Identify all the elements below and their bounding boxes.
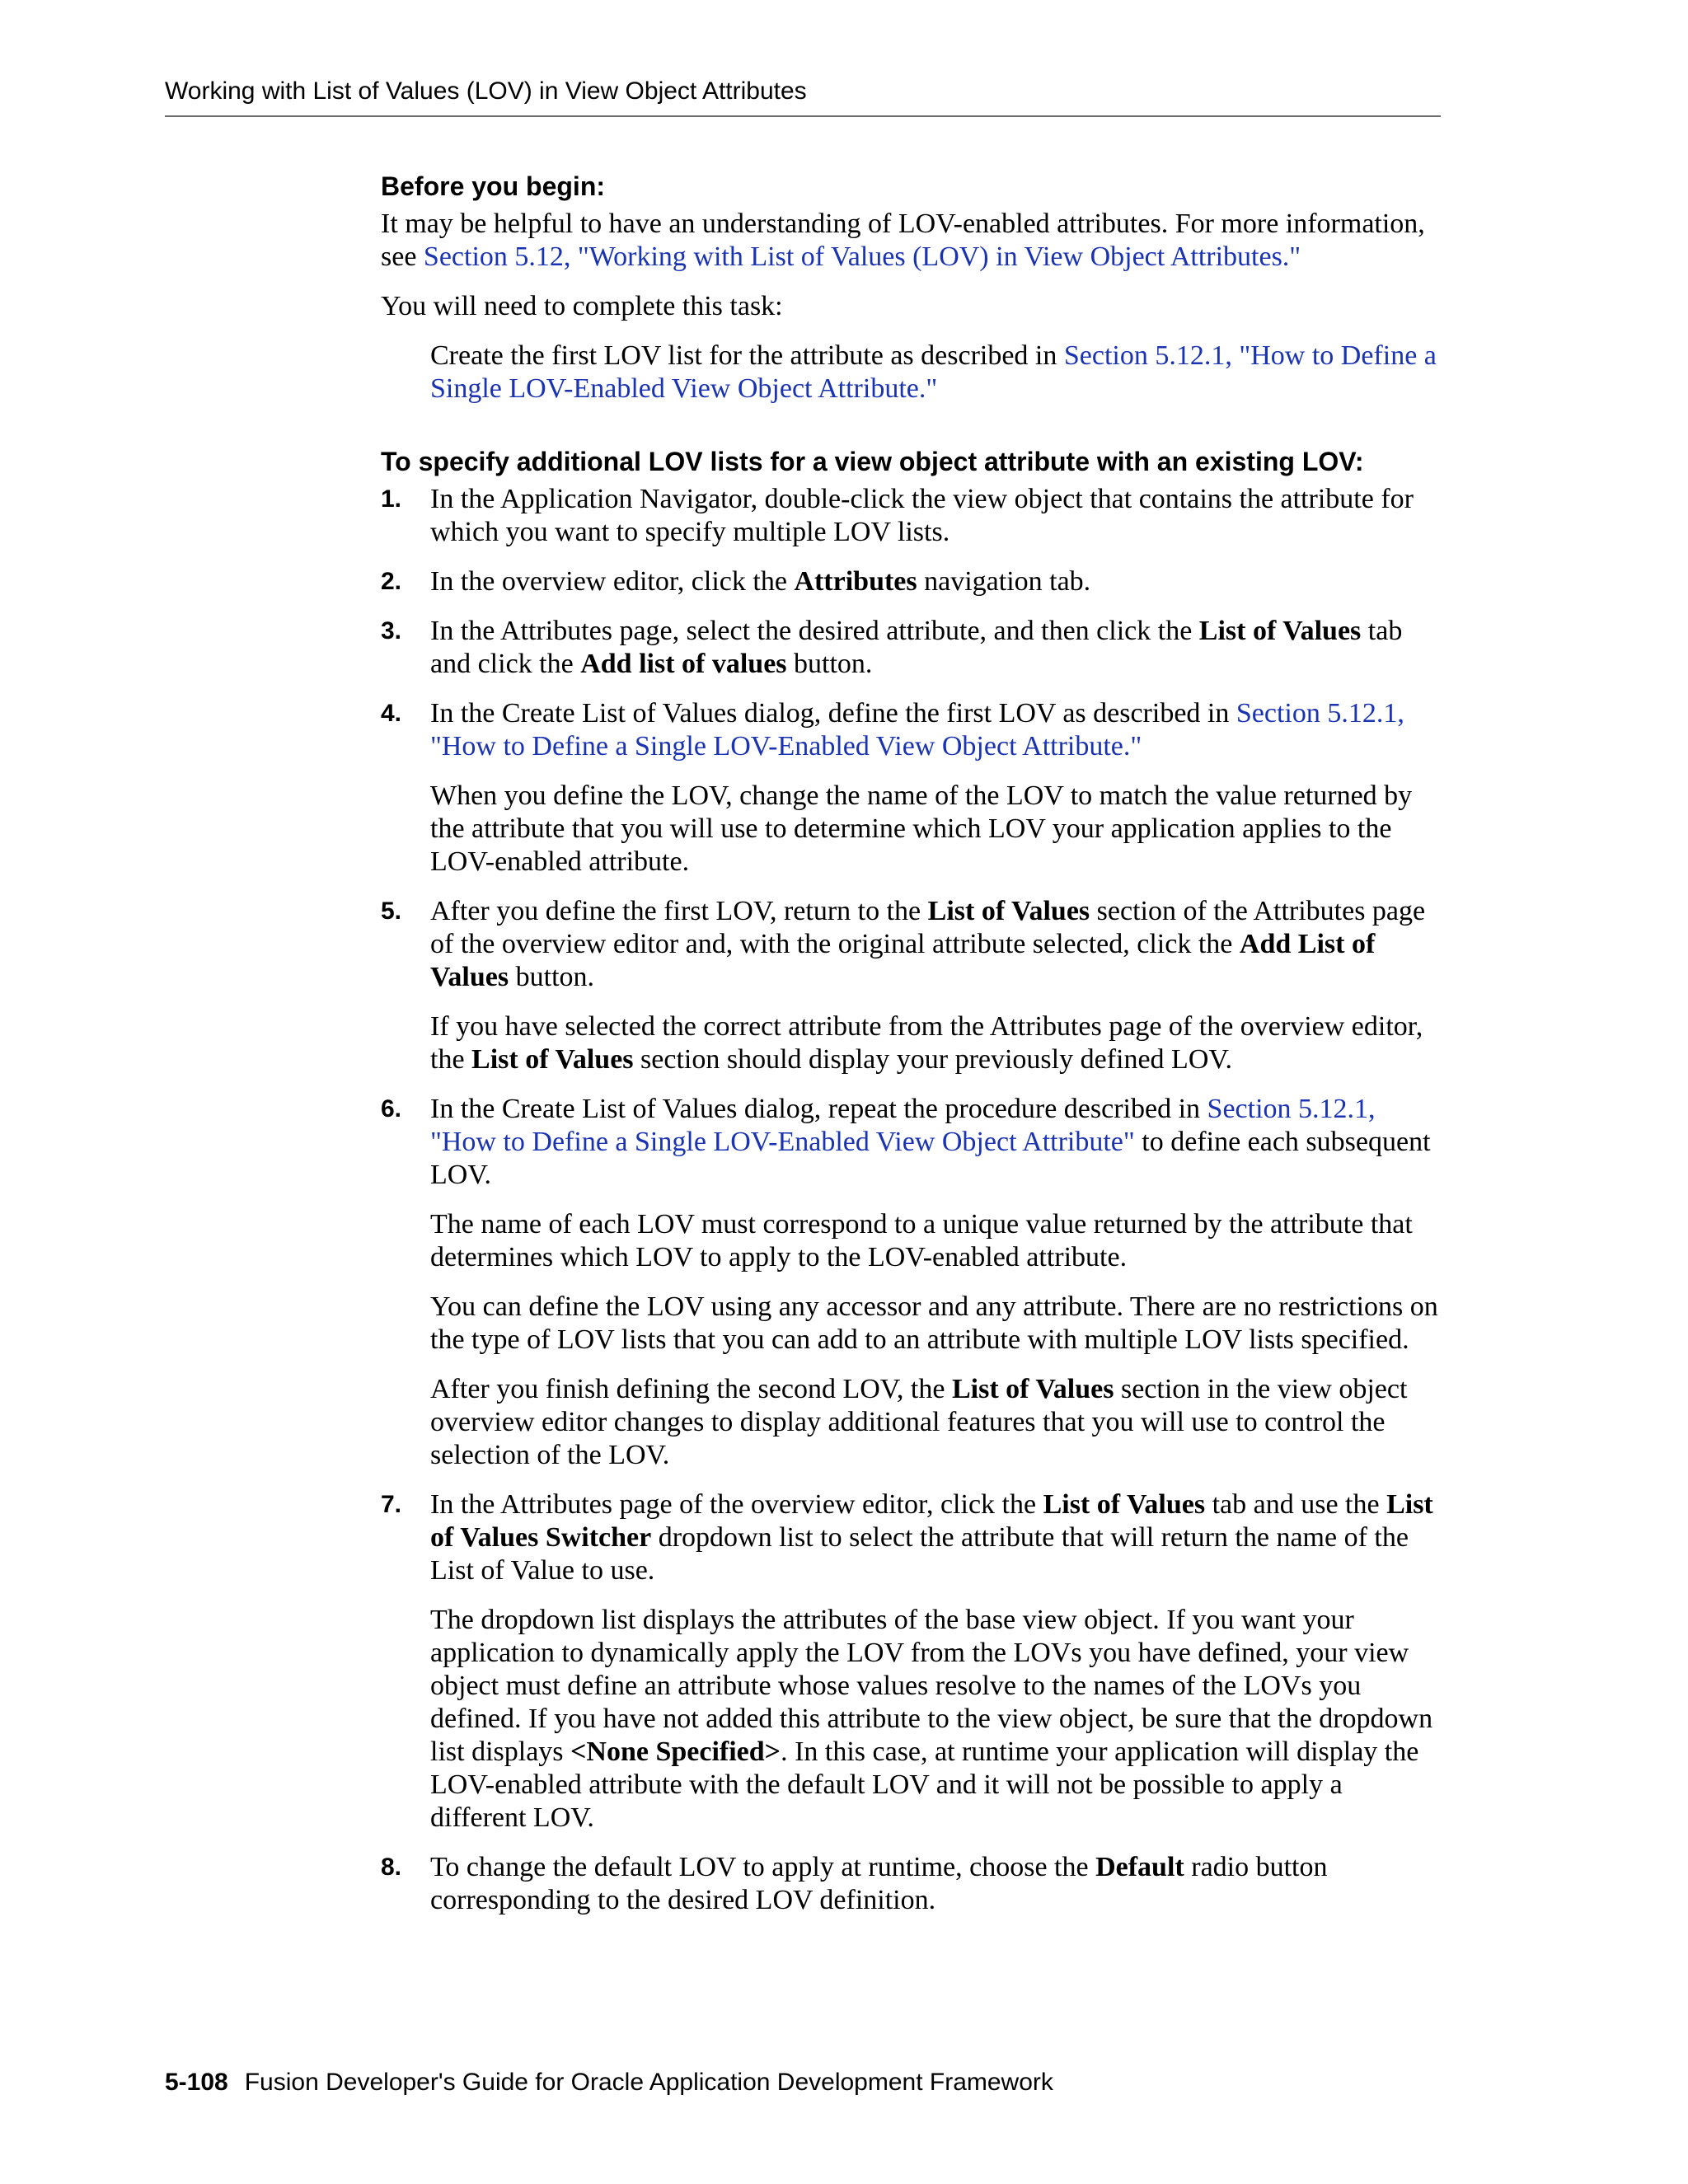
text-run: After you define the first LOV, return to the	[430, 896, 928, 926]
text-run: tab and click the	[430, 616, 1403, 679]
procedure-heading: To specify additional LOV lists for a view object attribute with an existing LOV:	[381, 447, 1364, 476]
page-footer	[165, 2067, 1053, 2098]
text-run: In the Attributes page, select the desired attribute, and then click the	[430, 616, 1199, 646]
section-5-12-1-link[interactable]: Section 5.12.1, "How to Define a Single LOV-Enabled View Object Attribute."	[430, 340, 1437, 404]
step-number: 4.	[381, 700, 402, 727]
step-note	[430, 1373, 1441, 1472]
section-5-12-link[interactable]: Section 5.12, "Working with List of Values (LOV) in View Object Attributes."	[423, 241, 1301, 272]
text-run: In the Attributes page of the overview editor, click the	[430, 1489, 1043, 1520]
ui-term: List of Values	[471, 1044, 634, 1075]
page-number: 5-108	[165, 2069, 228, 2096]
step-number: 3.	[381, 617, 402, 644]
step-note: You can define the LOV using any accessor and any attribute. There are no restrictions on the type of LOV lists that you can add to an attribute with multiple LOV lists specified.	[430, 1291, 1438, 1355]
book-title: Fusion Developer's Guide for Oracle Application Development Framework	[244, 2069, 1053, 2096]
ui-term: Attributes	[794, 566, 917, 597]
text-run: dropdown list to select the attribute that will return the name of the List of Value to use.	[430, 1522, 1409, 1586]
section-5-12-1-link[interactable]: Section 5.12.1, "How to Define a Single LOV-Enabled View Object Attribute."	[430, 698, 1404, 762]
step-5	[381, 895, 1441, 1076]
header-rule	[165, 115, 1441, 117]
step-number: 1.	[381, 485, 402, 513]
ui-term: List of Values	[1198, 616, 1362, 646]
text-run: In the Create List of Values dialog, define the first LOV as described in	[430, 698, 1236, 729]
prerequisite-task	[430, 340, 1441, 405]
step-4	[381, 697, 1441, 879]
step-number: 7.	[381, 1491, 402, 1518]
step-2	[381, 565, 1441, 598]
text-run: . In this case, at runtime your application will display the LOV-enabled attribute with the default LOV and it will not be possible to apply a different LOV.	[430, 1736, 1419, 1833]
text-run: tab and use the	[1205, 1489, 1387, 1520]
step-note: The name of each LOV must correspond to a unique value returned by the attribute that determines which LOV to apply to the LOV-enabled attribute.	[430, 1209, 1413, 1272]
text-run: In the Create List of Values dialog, repeat the procedure described in	[430, 1094, 1207, 1124]
text-run: button.	[509, 962, 595, 992]
text-run: navigation tab.	[917, 566, 1091, 597]
ui-term: Add list of values	[580, 649, 787, 679]
step-text	[430, 615, 1441, 681]
procedure-steps	[381, 483, 1441, 1917]
step-text	[430, 697, 1441, 763]
ui-term: List of Values Switcher	[430, 1489, 1433, 1553]
text-run: radio button corresponding to the desired LOV definition.	[430, 1852, 1328, 1915]
before-you-begin-heading: Before you begin:	[381, 171, 606, 201]
task-text: Create the first LOV list for the attribute as described in	[430, 340, 1064, 371]
text-run: If you have selected the correct attribute from the Attributes page of the overview editor, the	[430, 1011, 1423, 1075]
text-run: To change the default LOV to apply at runtime, choose the	[430, 1852, 1096, 1882]
step-text: In the Application Navigator, double-click the view object that contains the attribute for which you want to specify multiple LOV lists.	[430, 484, 1414, 547]
step-number: 6.	[381, 1095, 402, 1122]
intro-text: It may be helpful to have an understanding of LOV-enabled attributes. For more information, see	[381, 209, 1425, 272]
ui-term: List of Values	[927, 896, 1090, 926]
step-text	[430, 1851, 1441, 1917]
text-run: section in the view object overview editor changes to display additional features that you will use to control the selection of the LOV.	[430, 1374, 1408, 1470]
task-intro: You will need to complete this task:	[381, 291, 783, 321]
text-run: After you finish defining the second LOV, the	[430, 1374, 952, 1404]
step-number: 8.	[381, 1854, 402, 1881]
text-run: button.	[786, 649, 873, 679]
step-text	[430, 565, 1441, 598]
intro-paragraph	[381, 208, 1441, 274]
step-text	[430, 1093, 1441, 1192]
text-run: The dropdown list displays the attributes of the base view object. If you want your application to dynamically apply the LOV from the LOVs you have defined, your view object must define an attribute whose values resolve to the names of the LOVs you defined. If you have not added this attribute to the view object, be sure that the dropdown list displays	[430, 1605, 1433, 1767]
step-7	[381, 1488, 1441, 1835]
text-run: In the overview editor, click the	[430, 566, 795, 597]
step-1	[381, 483, 1441, 549]
ui-term: List of Values	[1043, 1489, 1206, 1520]
ui-term: <None Specified>	[570, 1736, 781, 1767]
page-content	[381, 170, 1441, 1933]
ui-term: Add List of Values	[430, 929, 1376, 992]
ui-term: Default	[1095, 1852, 1184, 1882]
step-6	[381, 1093, 1441, 1472]
step-3	[381, 615, 1441, 681]
step-text	[430, 1488, 1441, 1587]
running-header: Working with List of Values (LOV) in View Object Attributes	[165, 77, 807, 105]
text-run: section should display your previously defined LOV.	[633, 1044, 1233, 1075]
ui-term: List of Values	[951, 1374, 1114, 1404]
step-number: 5.	[381, 898, 402, 925]
step-8	[381, 1851, 1441, 1917]
step-note: When you define the LOV, change the name of the LOV to match the value returned by the attribute that you will use to determine which LOV your application applies to the LOV-enabled attribute.	[430, 780, 1413, 877]
text-run: section of the Attributes page of the overview editor and, with the original attribute selected, click the	[430, 896, 1426, 959]
step-note	[430, 1010, 1441, 1076]
section-5-12-1-link[interactable]: Section 5.12.1, "How to Define a Single LOV-Enabled View Object Attribute"	[430, 1094, 1376, 1157]
step-note	[430, 1604, 1441, 1835]
text-run: to define each subsequent LOV.	[430, 1127, 1431, 1190]
step-number: 2.	[381, 568, 402, 595]
step-text	[430, 895, 1441, 994]
